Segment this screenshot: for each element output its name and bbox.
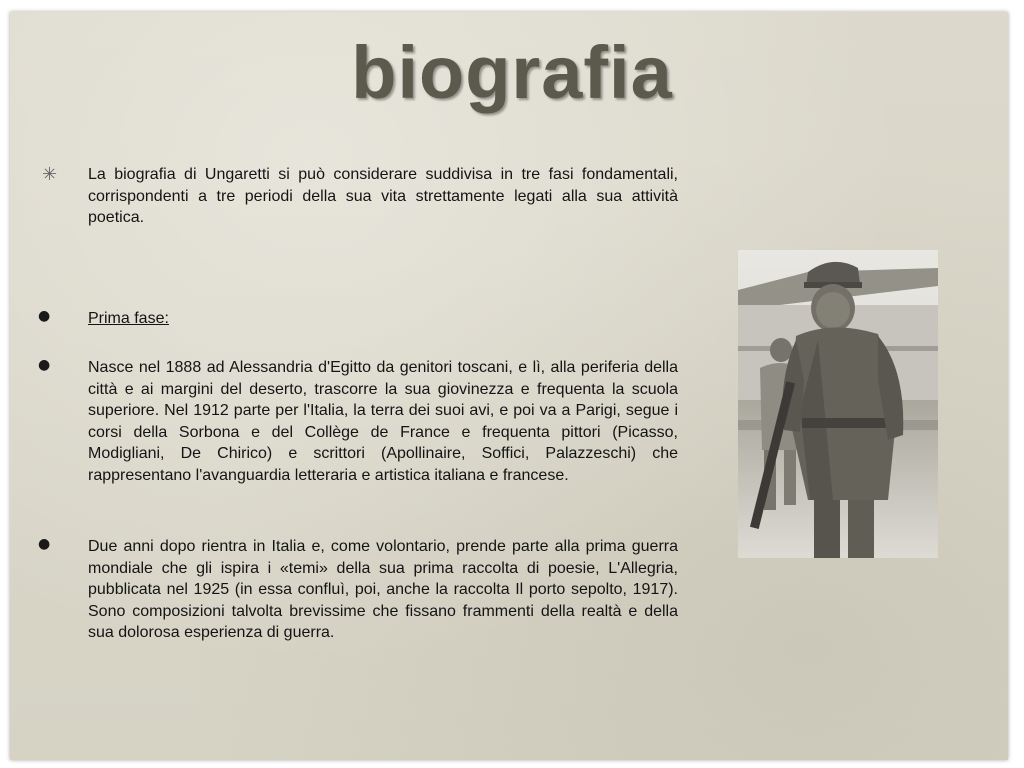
phase-heading: Prima fase: (88, 310, 169, 327)
bullet-dot-icon: ● (38, 536, 51, 552)
intro-paragraph: La biografia di Ungaretti si può considerare suddivisa in tre fasi fondamentali, corrispondenti a tre periodi della sua vita strettamente legati alla sua attività poetica. (88, 166, 678, 226)
asterisk-icon: ✳ (42, 164, 58, 185)
paragraph-war: Due anni dopo rientra in Italia e, come volontario, prende parte alla prima guerra mondiale che gli ispira i «temi» della sua prima raccolta di poesie, L'Allegria, pubblicata nel 1925 (in essa confluì, poi, anche la raccolta Il porto sepolto, 1917). Sono composizioni talvolta brevissime che fissano frammenti della realtà e della sua dolorosa esperienza di guerra. (88, 538, 678, 641)
slide-title: biografia (351, 31, 673, 114)
bullet-dot-icon: ● (38, 357, 51, 373)
soldier-photo (738, 250, 938, 558)
bullet-dot-icon: ● (38, 308, 51, 324)
paragraph-first-phase: Nasce nel 1888 ad Alessandria d'Egitto da genitori toscani, e lì, alla periferia della città e ai margini del deserto, trascorre la sua giovinezza e frequenta la scuola superiore. Nel 1912 parte per l'Italia, la terra dei suoi avi, e poi va a Parigi, segue i corsi della Sorbona e del Collège de France e frequenta pittori (Picasso, Modigliani, De Chirico) e scrittori (Apollinaire, Soffici, Palazzeschi) che rappresentano l'avanguardia letteraria e artistica italiana e francese. (88, 359, 678, 484)
